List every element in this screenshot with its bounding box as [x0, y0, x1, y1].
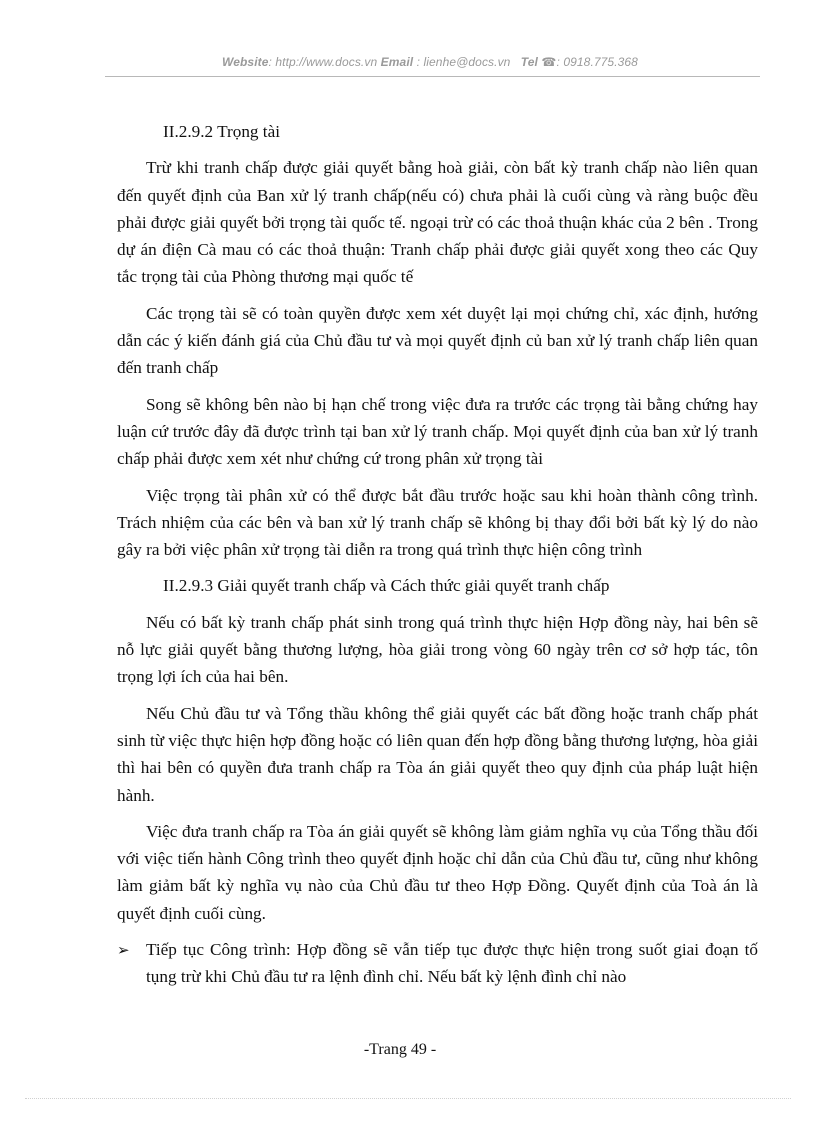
paragraph: Các trọng tài sẽ có toàn quyền được xem xét duyệt lại mọi chứng chỉ, xác định, hướng dẫn các ý kiến đánh giá của Chủ đầu tư và mọi quyết định củ ban xử lý tranh chấp liên quan đến tranh chấp — [117, 303, 758, 378]
paragraph: Việc đưa tranh chấp ra Tòa án giải quyết sẽ không làm giảm nghĩa vụ của Tổng thầu đối với việc tiến hành Công trình theo quyết định hoặc chỉ dẫn của Chủ đầu tư, cũng như không làm giảm bất kỳ nghĩa vụ nào của Chủ đầu tư theo Hợp Đồng. Quyết định của Toà án là quyết định cuối cùng. — [117, 821, 758, 923]
section-heading-arbitration: II.2.9.2 Trọng tài — [163, 122, 280, 141]
website-label: Website — [222, 55, 269, 69]
tel-value: : 0918.775.368 — [556, 55, 638, 69]
arrow-bullet-icon: ➢ — [117, 941, 130, 960]
bullet-item — [117, 936, 758, 991]
phone-icon: ☎ — [541, 55, 557, 69]
paragraph: Nếu có bất kỳ tranh chấp phát sinh trong quá trình thực hiện Hợp đồng này, hai bên sẽ nỗ lực giải quyết bằng thương lượng, hòa giải trong vòng 60 ngày trên cơ sở hợp tác, tôn trọng lợi ích của hai bên. — [117, 612, 758, 687]
bullet-text: Tiếp tục Công trình: Hợp đồng sẽ vẫn tiếp tục được thực hiện trong suốt giai đoạn tố tụng trừ khi Chủ đầu tư ra lệnh đình chỉ. Nếu bất kỳ lệnh đình chỉ nào — [146, 940, 758, 987]
header-divider — [105, 76, 760, 77]
page-header — [100, 55, 760, 69]
paragraph: Việc trọng tài phân xử có thể được bắt đầu trước hoặc sau khi hoàn thành công trình. Trách nhiệm của các bên và ban xử lý tranh chấp sẽ không bị thay đổi bởi bất kỳ lý do nào gây ra bởi việc phân xử trọng tài diễn ra trong quá trình thực hiện công trình — [117, 485, 758, 560]
bottom-divider — [25, 1098, 791, 1099]
section-heading-dispute-resolution: II.2.9.3 Giải quyết tranh chấp và Cách thức giải quyết tranh chấp — [163, 576, 610, 596]
tel-label: Tel — [520, 55, 538, 69]
website-value: : http://www.docs.vn — [268, 55, 378, 69]
paragraph: Song sẽ không bên nào bị hạn chế trong việc đưa ra trước các trọng tài bằng chứng hay luận cứ trước đây đã được trình tại ban xử lý tranh chấp. Mọi quyết định của ban xử lý tranh chấp phải được xem xét như chứng cứ trong phân xử trọng tài — [117, 394, 758, 469]
email-label: Email — [380, 55, 414, 69]
paragraph: Nếu Chủ đầu tư và Tổng thầu không thể giải quyết các bất đồng hoặc tranh chấp phát sinh từ việc thực hiện hợp đồng hoặc có liên quan đến hợp đồng bằng thương lượng, hòa giải thì hai bên có quyền đưa tranh chấp ra Tòa án giải quyết theo quy định của pháp luật hiện hành. — [117, 703, 758, 805]
paragraph: Trừ khi tranh chấp được giải quyết bằng hoà giải, còn bất kỳ tranh chấp nào liên quan đến quyết định của Ban xử lý tranh chấp(nếu có) chưa phải là cuối cùng và ràng buộc đều phải được giải quyết bởi trọng tài quốc tế. ngoại trừ có các thoả thuận khác của 2 bên . Trong dự án điện Cà mau có các thoả thuận: Tranh chấp phải được giải quyết xong theo các Quy tắc trọng tài của Phòng thương mại quốc tế — [117, 158, 758, 287]
page-number: -Trang 49 - — [363, 1041, 437, 1058]
email-value: : lienhe@docs.vn — [413, 55, 511, 69]
document-body — [117, 118, 758, 991]
